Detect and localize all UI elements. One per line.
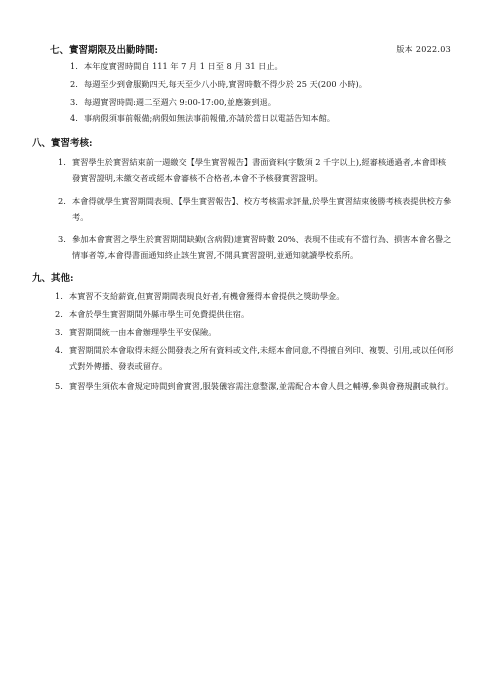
item-text: 本實習不支給薪資,但實習期間表現良好者,有機會獲得本會提供之獎助學金。 [69, 291, 345, 301]
item-text: 每週實習時間:週二至週六 9:00-17:00,並應簽到退。 [84, 97, 276, 107]
item-number: 2. [58, 196, 66, 206]
item-number: 3. [58, 234, 66, 244]
item-number: 3. [70, 97, 78, 107]
item-number: 1. [55, 291, 63, 301]
section-heading: 八、實習考核: [32, 138, 93, 149]
list-item [58, 193, 452, 225]
list-item [58, 231, 452, 263]
item-number: 1. [58, 157, 66, 167]
item-text: 本年度實習時間自 111 年 7 月 1 日至 8 月 31 日止。 [84, 61, 283, 71]
item-text: 事病假須事前報備;病假如無法事前報備,亦請於當日以電話告知本館。 [84, 113, 335, 123]
list-item [70, 94, 276, 110]
list-item [55, 378, 455, 394]
item-text: 本會得就學生實習期間表現、【學生實習報告】、校方考核需求評量,於學生實習結束後勝考核表提供校方參考。 [72, 196, 452, 222]
list-item [55, 342, 455, 374]
item-number: 5. [55, 381, 63, 391]
item-number: 3. [55, 327, 63, 337]
item-number: 4. [70, 113, 78, 123]
list-item [70, 110, 335, 126]
item-number: 2. [55, 309, 63, 319]
list-item [70, 76, 367, 92]
item-text: 實習學生須依本會規定時間到會實習,服裝儀容需注意整潔,並需配合本會人員之輔導,參與會務規劃或執行。 [69, 381, 454, 391]
item-text: 參加本會實習之學生於實習期間缺勤(含病假)達實習時數 20%、表現不佳或有不當行為、損害本會名譽之情事者等,本會得書面通知終止該生實習,不開具實習證明,並通知就讀學校系所。 [72, 234, 452, 260]
item-text: 每週至少到會服勤四天,每天至少八小時,實習時數不得少於 25 天(200 小時)。 [84, 79, 367, 89]
item-text: 實習期間統一由本會辦理學生平安保險。 [69, 327, 217, 337]
list-item [58, 154, 452, 186]
list-item [55, 306, 249, 322]
list-item [55, 288, 344, 304]
item-number: 1. [70, 61, 78, 71]
list-item [55, 324, 216, 340]
item-number: 4. [55, 345, 63, 355]
item-number: 2. [70, 79, 78, 89]
item-text: 實習期間於本會取得未經公開發表之所有資料或文件,未經本會同意,不得擅自列印、複製、引用,或以任何形式對外傳播、發表或留存。 [69, 345, 454, 371]
item-text: 本會於學生實習期間外縣市學生可免費提供住宿。 [69, 309, 250, 319]
item-text: 實習學生於實習結束前一週繳交【學生實習報告】書面資料(字數須 2 千字以上),經審核通過者,本會即核發實習證明,未繳交者或經本會審核不合格者,本會不予核發實習證明。 [72, 157, 447, 183]
list-item [70, 58, 283, 74]
version-label: 版本 2022.03 [396, 45, 451, 54]
section-heading: 七、實習期限及出勤時間: [50, 45, 159, 56]
section-heading: 九、其他: [32, 273, 74, 284]
